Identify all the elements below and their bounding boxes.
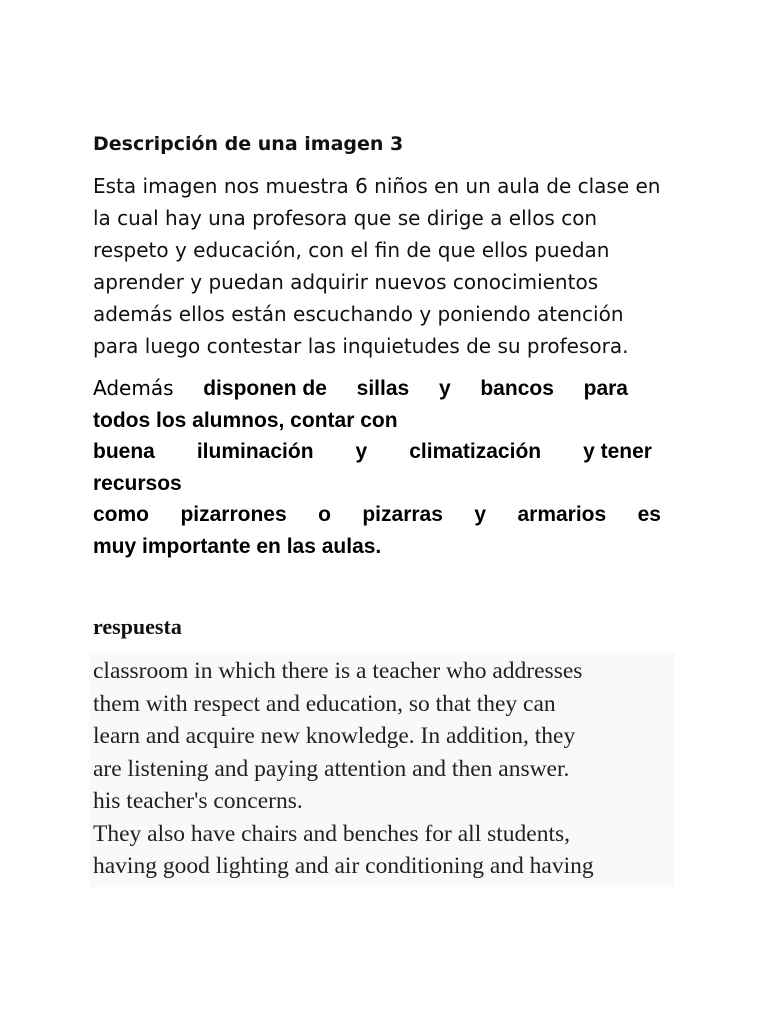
answer-line: are listening and paying attention and then answer.: [93, 755, 570, 782]
answer-line: They also have chairs and benches for all students,: [93, 820, 571, 847]
word: armarios: [517, 503, 607, 526]
answer-line: them with respect and education, so that they can: [93, 690, 556, 717]
paragraph-line: todos los alumnos, contar con: [93, 408, 398, 432]
paragraph-line: recursos: [93, 471, 182, 495]
answer-line: having good lighting and air conditioning and having: [93, 853, 594, 879]
word: sillas: [356, 377, 410, 400]
answer-text: [93, 655, 594, 883]
paragraph-line: además ellos están escuchando y poniendo atención: [93, 302, 624, 326]
paragraph-line: [93, 499, 661, 531]
paragraph-line: la cual hay una profesora que se dirige a ellos con: [93, 206, 598, 230]
answer-line: classroom in which there is a teacher who addresses: [93, 658, 583, 684]
word: y tener: [583, 440, 652, 463]
answer-heading: respuesta: [93, 614, 182, 639]
answer-line: his teacher's concerns.: [93, 788, 303, 814]
paragraph-line: respeto y educación, con el fin de que ellos puedan: [93, 238, 610, 262]
word: iluminación: [196, 440, 314, 463]
word: y: [438, 377, 451, 400]
paragraph-line: Esta imagen nos muestra 6 niños en un aula de clase en: [93, 174, 661, 198]
word: buena: [93, 440, 155, 463]
word: disponen de: [203, 377, 327, 400]
paragraph-line: [93, 436, 652, 468]
word: y: [474, 503, 487, 526]
paragraph-line: para luego contestar las inquietudes de su profesora.: [93, 334, 629, 358]
resources-paragraph: [93, 373, 668, 562]
word: y: [355, 440, 368, 463]
paragraph-line: muy importante en las aulas.: [93, 534, 382, 558]
word: o: [318, 503, 331, 526]
word: Además: [93, 376, 174, 400]
word: como: [93, 503, 150, 526]
description-paragraph: [93, 170, 683, 362]
paragraph-line: aprender y puedan adquirir nuevos conocimientos: [93, 270, 599, 294]
document-title: Descripción de una imagen 3: [93, 133, 404, 155]
paragraph-line: [93, 373, 628, 405]
word: climatización: [409, 440, 542, 463]
word: pizarrones: [180, 503, 287, 526]
word: pizarras: [362, 503, 443, 526]
word: para: [583, 377, 628, 400]
word: es: [637, 503, 661, 526]
word: bancos: [480, 377, 554, 400]
answer-line: learn and acquire new knowledge. In addition, they: [93, 723, 576, 749]
